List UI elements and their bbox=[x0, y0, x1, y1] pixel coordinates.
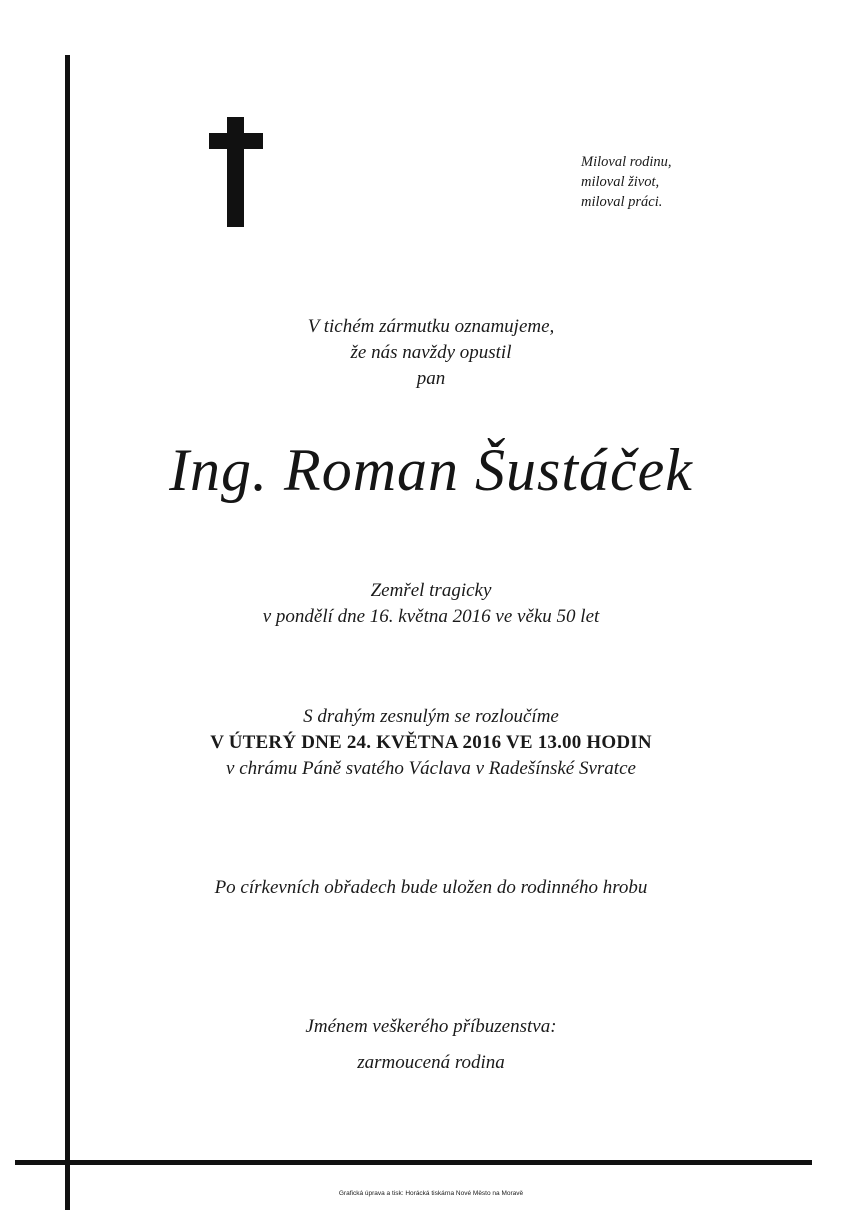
family-signature bbox=[100, 1009, 762, 1081]
funeral-farewell-line: S drahým zesnulým se rozloučíme bbox=[303, 706, 559, 727]
announcement-intro bbox=[100, 314, 762, 392]
motto-line: miloval práci. bbox=[581, 194, 663, 210]
family-label: Jménem veškerého příbuzenstva: bbox=[305, 1016, 557, 1037]
cross-icon bbox=[209, 117, 263, 227]
death-line: Zemřel tragicky bbox=[370, 580, 492, 601]
intro-line: V tichém zármutku oznamujeme, bbox=[307, 316, 555, 337]
motto bbox=[581, 152, 671, 212]
burial-info: Po církevních obřadech bude uložen do rodinného hrobu bbox=[214, 877, 648, 898]
death-notice bbox=[100, 578, 762, 630]
cross-horizontal-bar bbox=[209, 133, 263, 149]
funeral-datetime: V ÚTERÝ DNE 24. KVĚTNA 2016 VE 13.00 HODIN bbox=[210, 732, 652, 753]
intro-line: pan bbox=[416, 368, 446, 389]
intro-line: že nás navždy opustil bbox=[350, 342, 512, 363]
deceased-name: Ing. Roman Šustáček bbox=[169, 437, 693, 503]
border-horizontal-line bbox=[15, 1160, 812, 1165]
motto-line: miloval život, bbox=[581, 174, 660, 190]
printer-credit: Grafická úprava a tisk: Horácká tiskárna Nové Město na Moravě bbox=[338, 1190, 524, 1197]
border-vertical-line bbox=[65, 55, 70, 1210]
funeral-info bbox=[100, 704, 762, 782]
death-line: v pondělí dne 16. května 2016 ve věku 50 let bbox=[262, 606, 600, 627]
funeral-place: v chrámu Páně svatého Václava v Radešínské Svratce bbox=[226, 758, 636, 779]
family-name: zarmoucená rodina bbox=[357, 1052, 505, 1073]
motto-line: Miloval rodinu, bbox=[581, 154, 672, 170]
